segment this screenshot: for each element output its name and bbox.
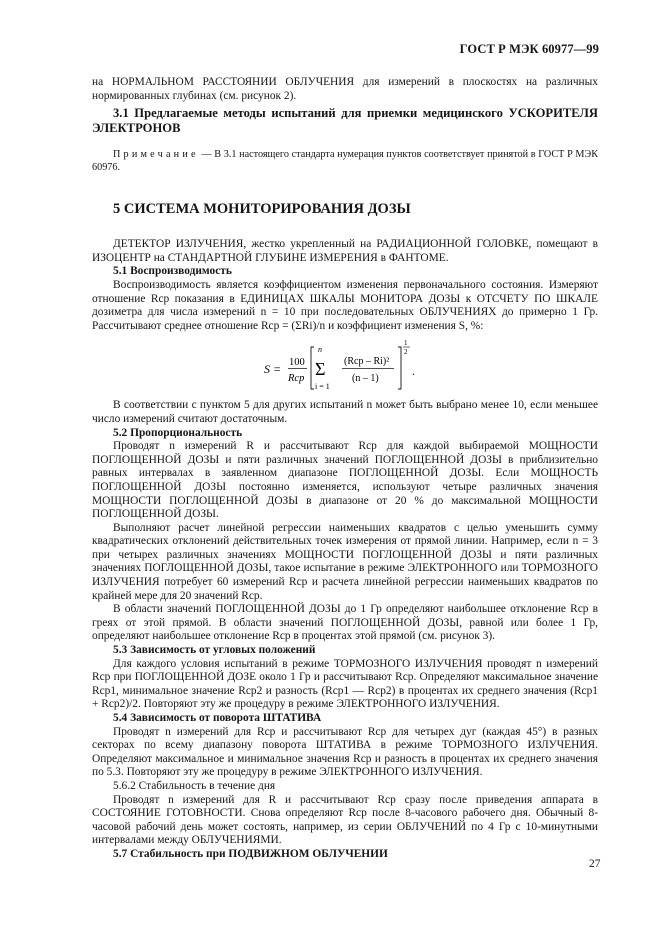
note-text: — В 3.1 настоящего стандарта нумерация пунктов соответствует принятой в ГОСТ Р МЭК 60976. (92, 149, 598, 174)
section-5-heading: 5 СИСТЕМА МОНИТОРИРОВАНИЯ ДОЗЫ (113, 201, 411, 218)
standard-header: ГОСТ Р МЭК 60977—99 (459, 42, 599, 56)
note (92, 148, 598, 174)
formula-sum-top: n (318, 345, 322, 355)
formula-right-bracket (398, 347, 401, 389)
paragraph-intro: на НОРМАЛЬНОМ РАССТОЯНИИ ОБЛУЧЕНИЯ для измерений в плоскостях на различных нормированных глубинах (см. рисунок 2). (92, 76, 598, 102)
paragraph-5-3: Для каждого условия испытаний в режиме ТОРМОЗНОГО ИЗЛУЧЕНИЯ проводят n измерений Rср при ПОГЛОЩЕННОЙ ДОЗЕ около 1 Гр и рассчитывают Rср. Определяют максимальное значение Rср1, минимальное значение Rср2 и разность (Rср1 — Rср2) в процентах их среднего значения (Rср1 + Rср2)/2. Повторяют эту же процедуру в режиме ЭЛЕКТРОННОГО ИЗЛУЧЕНИЯ. (92, 657, 598, 711)
sum-symbol: Σ (315, 359, 326, 380)
formula-variation-coefficient (92, 337, 598, 397)
formula-left-bracket (311, 347, 314, 389)
formula-inner-num: (Rср – Ri)² (344, 356, 390, 368)
section-3-1-heading: 3.1 Предлагаемые методы испытаний для приемки медицинского УСКОРИТЕЛЯ ЭЛЕКТРОНОВ (92, 106, 598, 136)
paragraph-5-1: Воспроизводимость является коэффициентом изменения первоначального состояния. Измеряют отношение Rср показания в ЕДИНИЦАХ ШКАЛЫ МОНИТОРА ДОЗЫ к ОТСЧЕТУ ПО ШКАЛЕ дозиметра для числа измерений n = 10 при последовательных ОБЛУЧЕНИЯХ до примерно 1 Гр. Рассчитывают среднее отношение Rср = (ΣRi)/n и коэффициент изменения S, %: (92, 278, 598, 332)
section-5-2-heading: 5.2 Пропорциональность (113, 426, 243, 439)
section-5-6-2-heading: 5.6.2 Стабильность в течение дня (113, 779, 276, 792)
section-5-7-heading: 5.7 Стабильность при ПОДВИЖНОМ ОБЛУЧЕНИИ (113, 847, 388, 860)
formula-frac-num: 100 (289, 357, 305, 369)
formula-period: . (412, 364, 415, 379)
note-label: Примечание (113, 149, 199, 161)
formula-frac-den: Rср (288, 373, 305, 385)
paragraph-detector: ДЕТЕКТОР ИЗЛУЧЕНИЯ, жестко укрепленный на РАДИАЦИОННОЙ ГОЛОВКЕ, помещают в ИЗОЦЕНТР на СТАНДАРТНОЙ ГЛУБИНЕ ИЗМЕРЕНИЯ в ФАНТОМЕ. (92, 238, 598, 264)
paragraph-5-2a: Проводят n измерений R и рассчитывают Rср для каждой выбираемой МОЩНОСТИ ПОГЛОЩЕННОЙ ДОЗЫ и пяти различных значений ПОГЛОЩЕННОЙ ДОЗЫ в приблизительно равных интервалах в заявленном диапазоне ПОГЛОЩЕННОЙ ДОЗЫ. Если МОЩНОСТЬ ПОГЛОЩЕННОЙ ДОЗЫ постоянно изменяется, используют четыре различных значения МОЩНОСТИ ПОГЛОЩЕННОЙ ДОЗЫ в диапазоне от 20 % до максимальной МОЩНОСТИ ПОГЛОЩЕННОЙ ДОЗЫ. (92, 440, 598, 521)
formula-inner-den: (n – 1) (352, 373, 379, 385)
paragraph-5-2b: Выполняют расчет линейной регрессии наименьших квадратов с целью уменьшить сумму квадратических отклонений действительных точек измерения от прямой линии. Например, если n = 3 при четырех различных значениях МОЩНОСТИ ПОГЛОЩЕННОЙ ДОЗЫ и пяти различных значениях ПОГЛОЩЕННОЙ ДОЗЫ, такое испытание в режиме ЭЛЕКТРОННОГО или ТОРМОЗНОГО ИЗЛУЧЕНИЯ потребует 60 измерений Rср и расчета линейной регрессии наименьших квадратов по крайней мере для 20 значений Rср. (92, 521, 598, 602)
formula-exp-den: 2 (404, 348, 408, 357)
page-body (92, 76, 598, 862)
paragraph-5-1b: В соответствии с пунктом 5 для других испытаний n может быть выбрано менее 10, если меньшее число измерений считают достаточным. (92, 399, 598, 425)
formula-exp-num: 1 (404, 339, 408, 348)
section-5-4-heading: 5.4 Зависимость от поворота ШТАТИВА (113, 712, 322, 724)
section-5-3-heading: 5.3 Зависимость от угловых положений (113, 644, 316, 657)
formula-lhs: S = (264, 362, 282, 377)
formula-sum-bottom: i = 1 (315, 382, 330, 392)
paragraph-5-6-2: Проводят n измерений для R и рассчитывают Rср сразу после приведения аппарата в СОСТОЯНИЕ ГОТОВНОСТИ. Снова определяют Rср после 8-часового рабочего дня. Обычный 8-часовой рабочий день может состоять, например, из серии ОБЛУЧЕНИЙ по 4 Гр с 10-минутными интервалами между ОБЛУЧЕНИЯМИ. (92, 793, 598, 847)
page-number: 27 (589, 858, 601, 870)
paragraph-5-4: Проводят n измерений для Rср и рассчитывают Rср для четырех дуг (каждая 45°) в разных секторах по всему диапазону поворота ШТАТИВА в режиме ТОРМОЗНОГО ИЗЛУЧЕНИЯ. Определяют максимальное и минимальное значения Rср и разность в процентах их среднего значения по 5.3. Повторяют эту же процедуру в режиме ЭЛЕКТРОННОГО ИЗЛУЧЕНИЯ. (92, 725, 598, 779)
formula-svg (92, 337, 598, 397)
section-5-1-heading: 5.1 Воспроизводимость (113, 265, 232, 278)
paragraph-5-2c: В области значений ПОГЛОЩЕННОЙ ДОЗЫ до 1 Гр определяют наибольшее отклонение Rср в греях от этой прямой. В области значений ПОГЛОЩЕННОЙ ДОЗЫ, равной или более 1 Гр, определяют наибольшее отклонение Rср в процентах этой прямой (см. рисунок 3). (92, 603, 598, 643)
